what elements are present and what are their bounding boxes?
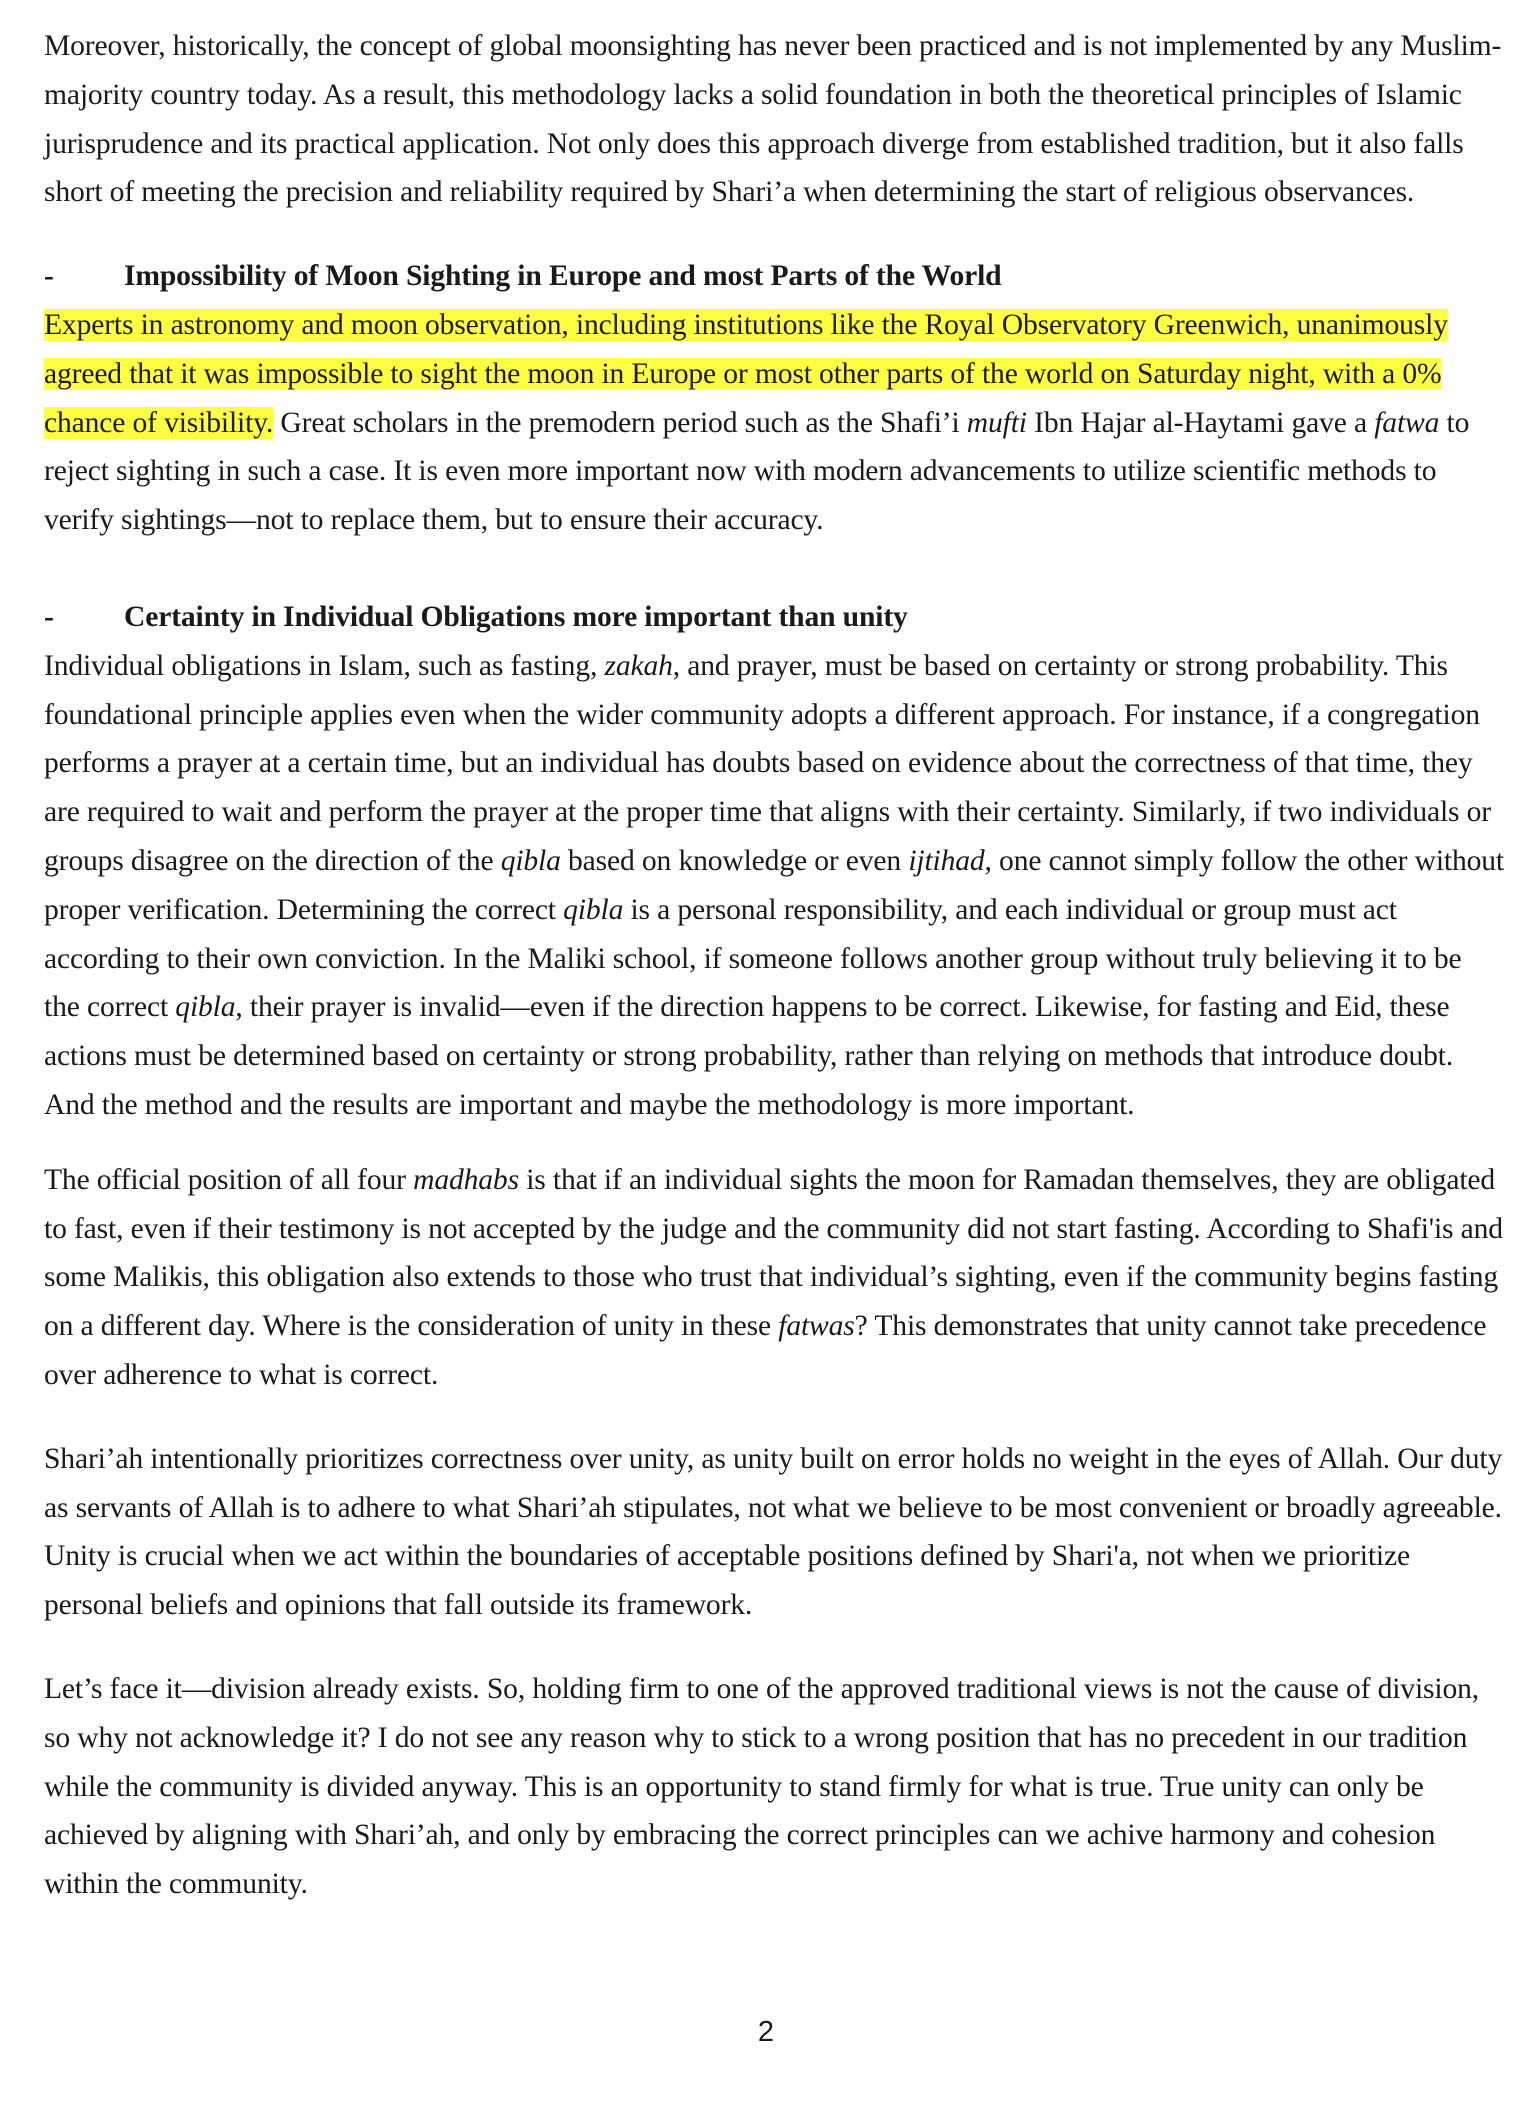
italic-term: madhabs [413,1163,519,1196]
text-run: to reject sighting in such a case. It is even more important now with modern advancements to utilize scientific methods to verify sightings—not to replace them, but to ensure their accuracy. [44,406,1470,537]
paragraph-global-moonsighting: Moreover, historically, the concept of global moonsighting has never been practiced and is not implemented by any Muslim-majority country today. As a result, this methodology lacks a solid foundation in both the theoretical principles of Islamic jurisprudence and its practical application. Not only does this approach diverge from established tradition, but it also falls short of meeting the precision and reliability required by Shari’a when determining the start of religious observances. [44,30,1502,209]
paragraph-impossibility [44,301,1504,545]
text-run: Great scholars in the premodern period such as the Shafi’i [273,406,967,439]
italic-term: fatwas [778,1310,855,1343]
heading-text: Impossibility of Moon Sighting in Europe and most Parts of the World [124,260,1002,293]
bullet-dash: - [44,600,54,633]
italic-term: qibla [563,893,624,926]
italic-term: qibla [500,844,561,877]
text-run: ? This demonstrates that unity cannot take precedence over adherence to what is correct. [44,1310,1487,1391]
italic-term: ijtihad [908,844,985,877]
section-heading-certainty [44,593,1504,642]
paragraph-certainty [44,642,1504,1130]
text-run: is that if an individual sights the moon for Ramadan themselves, they are obligated to fast, even if their testimony is not accepted by the judge and the community did not start fasting. According to Shafi'is and some Malikis, this obligation also extends to those who trust that individual’s sighting, even if the community begins fasting on a different day. Where is the consideration of unity in these [44,1163,1503,1343]
document-page [44,22,1504,1909]
paragraph-shariah-priority: Shari’ah intentionally prioritizes correctness over unity, as unity built on error holds no weight in the eyes of Allah. Our duty as servants of Allah is to adhere to what Shari’ah stipulates, not what we believe to be most convenient or broadly agreeable. Unity is crucial when we act within the boundaries of acceptable positions defined by Shari'a, not when we prioritize personal beliefs and opinions that fall outside its framework. [44,1442,1503,1622]
text-run: , their prayer is invalid—even if the direction happens to be correct. Likewise, for fasting and Eid, these actions must be determined based on certainty or strong probability, rather than relying on methods that introduce doubt. And the method and the results are important and maybe the methodology is more important. [44,991,1454,1121]
section-heading-impossibility [44,252,1504,301]
italic-term: fatwa [1374,406,1440,439]
text-run: is a personal responsibility, and each individual or group must act according to their own conviction. In the Maliki school, if someone follows another group without truly believing it to be the correct [44,893,1462,1024]
paragraph-division: Let’s face it—division already exists. So, holding firm to one of the approved traditional views is not the cause of division, so why not acknowledge it? I do not see any reason why to stick to a wrong position that has no precedent in our tradition while the community is divided anyway. This is an opportunity to stand firmly for what is true. True unity can only be achieved by aligning with Shari’ah, and only by embracing the correct principles can we achive harmony and cohesion within the community. [44,1672,1480,1901]
text-run: Ibn Hajar al-Haytami gave a [1026,406,1375,439]
text-run: Individual obligations in Islam, such as fasting, [44,649,605,682]
italic-term: qibla [175,991,236,1024]
page-number: 2 [757,2016,775,2048]
highlighted-text: Experts in astronomy and moon observation, including institutions like the Royal Observatory Greenwich, unanimously agreed that it was impossible to sight the moon in Europe or most other parts of the world on Saturday night, with a 0% chance of visibility. [44,308,1448,439]
italic-term: zakah [604,649,673,682]
text-run: , and prayer, must be based on certainty or strong probability. This foundational principle applies even when the wider community adopts a different approach. For instance, if a congregation performs a prayer at a certain time, but an individual has doubts based on evidence about the correctness of that time, they are required to wait and perform the prayer at the proper time that aligns with their certainty. Similarly, if two individuals or groups disagree on the direction of the [44,649,1491,877]
paragraph-madhabs [44,1156,1504,1400]
italic-term: mufti [966,406,1027,439]
bullet-dash: - [44,260,54,293]
heading-text: Certainty in Individual Obligations more important than unity [124,600,908,633]
text-run: based on knowledge or even [560,844,909,877]
text-run: , one cannot simply follow the other without proper verification. Determining the correct [44,844,1504,926]
text-run: The official position of all four [44,1163,414,1196]
